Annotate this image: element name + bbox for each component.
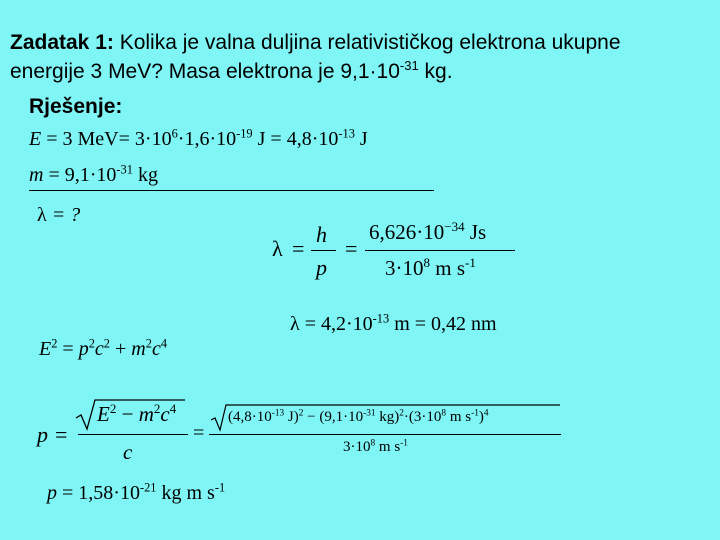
task-line-1: Zadatak 1: Kolika je valna duljina relativističkog elektrona ukupne (10, 31, 621, 54)
equals-sign: = (55, 422, 68, 447)
equals-sign: = (345, 236, 358, 261)
task-label: Zadatak 1: (10, 31, 114, 54)
equals-sign: = (193, 422, 205, 444)
unknown-line: λ = ? (37, 204, 81, 226)
momentum-result: $p = 1,58\cdot 10^{-21}$ kg m $s^{-1}$ (47, 480, 226, 504)
fraction-bar (209, 434, 561, 435)
solution-heading: Rješenje: (29, 95, 123, 118)
fraction-bar (365, 250, 515, 251)
lambda-result: $\lambda = 4,2\cdot 10^{-13}$ m = 0,42 nm (290, 311, 497, 335)
energy-line: E = 3 $MeV= 3\cdot 10^6\cdot 1,6\cdot 10^{-19}$ $J = 4,8\cdot 10^{-13}$ J (29, 126, 368, 150)
task-line-2: energije 3 MeV? Masa elektrona je $9,1\cdot 10^{-31}$ kg. (10, 58, 453, 83)
equals-sign: = (292, 236, 305, 261)
p-symbol: p (37, 422, 48, 447)
fraction-bar (78, 434, 188, 435)
mass-line: $m = 9,1\cdot 10^{-31}$ kg (29, 162, 158, 186)
energy-relation: $E^2 = p^2c^2 + m^2c^4$ (39, 336, 168, 360)
lambda-symbol: λ (272, 236, 283, 261)
given-underline (29, 190, 434, 191)
fraction-bar (311, 250, 336, 251)
